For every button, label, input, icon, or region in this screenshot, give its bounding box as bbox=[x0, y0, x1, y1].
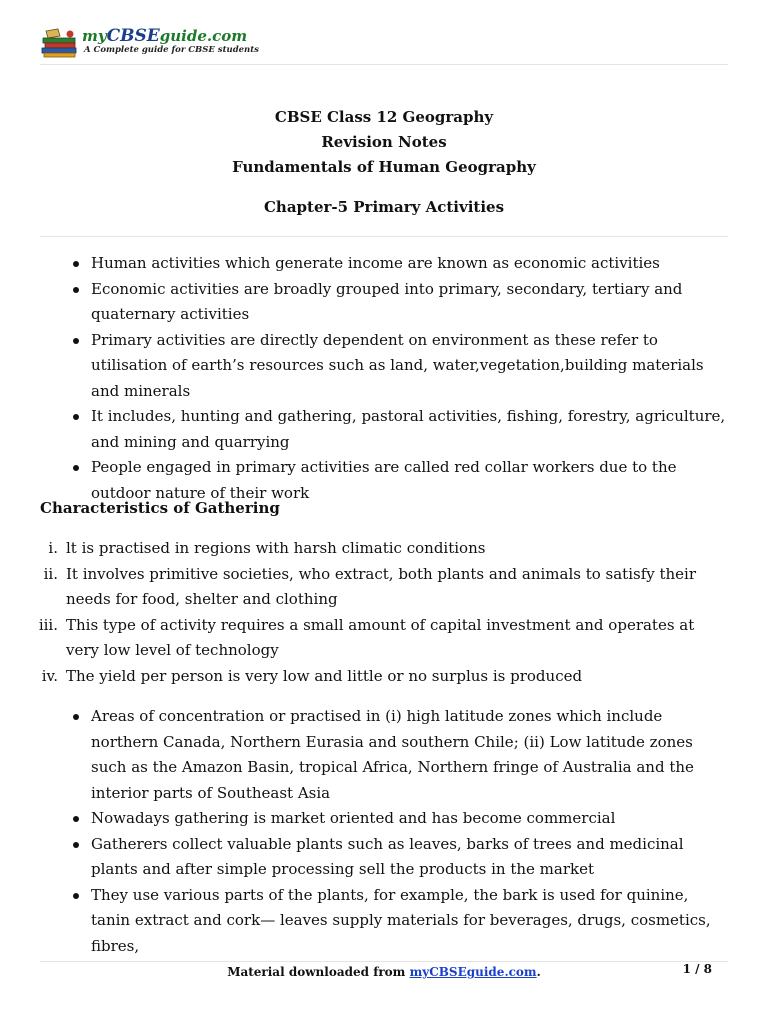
logo-subtitle: A Complete guide for CBSE students bbox=[84, 45, 259, 55]
list-item-text: The yield per person is very low and little or no surplus is produced bbox=[66, 666, 583, 685]
gathering-bullet-list bbox=[40, 704, 730, 959]
footer-site-link[interactable]: myCBSEguide.com bbox=[409, 965, 537, 979]
list-number: i. bbox=[48, 539, 58, 557]
header-divider bbox=[40, 64, 728, 65]
list-item bbox=[40, 562, 730, 613]
footer-divider bbox=[40, 961, 728, 962]
list-item-text: This type of activity requires a small amount of capital investment and operates at very low level of technology bbox=[66, 615, 695, 659]
document-title-block bbox=[0, 105, 768, 180]
list-item: People engaged in primary activities are called red collar workers due to the outdoor nature of their work bbox=[40, 455, 730, 506]
list-item: Economic activities are broadly grouped into primary, secondary, tertiary and quaternary activities bbox=[40, 277, 730, 328]
page-header bbox=[0, 0, 768, 66]
footer-text: Material downloaded from bbox=[227, 965, 410, 979]
section-divider bbox=[40, 236, 728, 237]
footer-suffix: . bbox=[536, 965, 541, 979]
list-number: iii. bbox=[38, 615, 58, 634]
books-logo-icon bbox=[40, 27, 80, 59]
list-number: iv. bbox=[41, 666, 58, 685]
list-number: ii. bbox=[43, 564, 58, 583]
gathering-numbered-list bbox=[40, 536, 730, 689]
list-item bbox=[40, 613, 730, 664]
logo-title: myCBSEguide.com bbox=[82, 26, 248, 46]
list-item: It includes, hunting and gathering, pastoral activities, fishing, forestry, agriculture, and mining and quarrying bbox=[40, 404, 730, 455]
chapter-title: Chapter-5 Primary Activities bbox=[263, 198, 505, 216]
list-item: Areas of concentration or practised in (i) high latitude zones which include northern Canada, Northern Eurasia and southern Chile; (ii) Low latitude zones such as the Amazon Basin, tropical Africa, Northern fringe of Australia and the interior parts of Southeast Asia bbox=[40, 704, 730, 806]
page-number: 1 / 8 bbox=[682, 962, 712, 976]
list-item-text: lt is practised in regions with harsh climatic conditions bbox=[66, 539, 486, 557]
list-item bbox=[40, 664, 730, 690]
document-title-line1: CBSE Class 12 Geography bbox=[274, 108, 494, 126]
list-item bbox=[40, 536, 730, 562]
document-title-line3: Fundamentals of Human Geography bbox=[232, 158, 536, 176]
list-item: Nowadays gathering is market oriented and has become commercial bbox=[40, 806, 730, 832]
site-logo[interactable] bbox=[40, 26, 259, 61]
intro-bullet-list bbox=[40, 251, 730, 506]
list-item: Gatherers collect valuable plants such as leaves, barks of trees and medicinal plants and after simple processing sell the products in the market bbox=[40, 832, 730, 883]
list-item: Human activities which generate income are known as economic activities bbox=[40, 251, 730, 277]
page-footer bbox=[0, 963, 768, 981]
document-title-line2: Revision Notes bbox=[321, 133, 447, 151]
list-item: Primary activities are directly dependent on environment as these refer to utilisation of earth’s resources such as land, water,vegetation,building materials and minerals bbox=[40, 328, 730, 405]
section-heading: Characteristics of Gathering bbox=[40, 499, 280, 517]
list-item-text: It involves primitive societies, who extract, both plants and animals to satisfy their needs for food, shelter and clothing bbox=[66, 564, 697, 608]
list-item: They use various parts of the plants, for example, the bark is used for quinine, tanin extract and cork— leaves supply materials for beverages, drugs, cosmetics, fibres, bbox=[40, 883, 730, 960]
